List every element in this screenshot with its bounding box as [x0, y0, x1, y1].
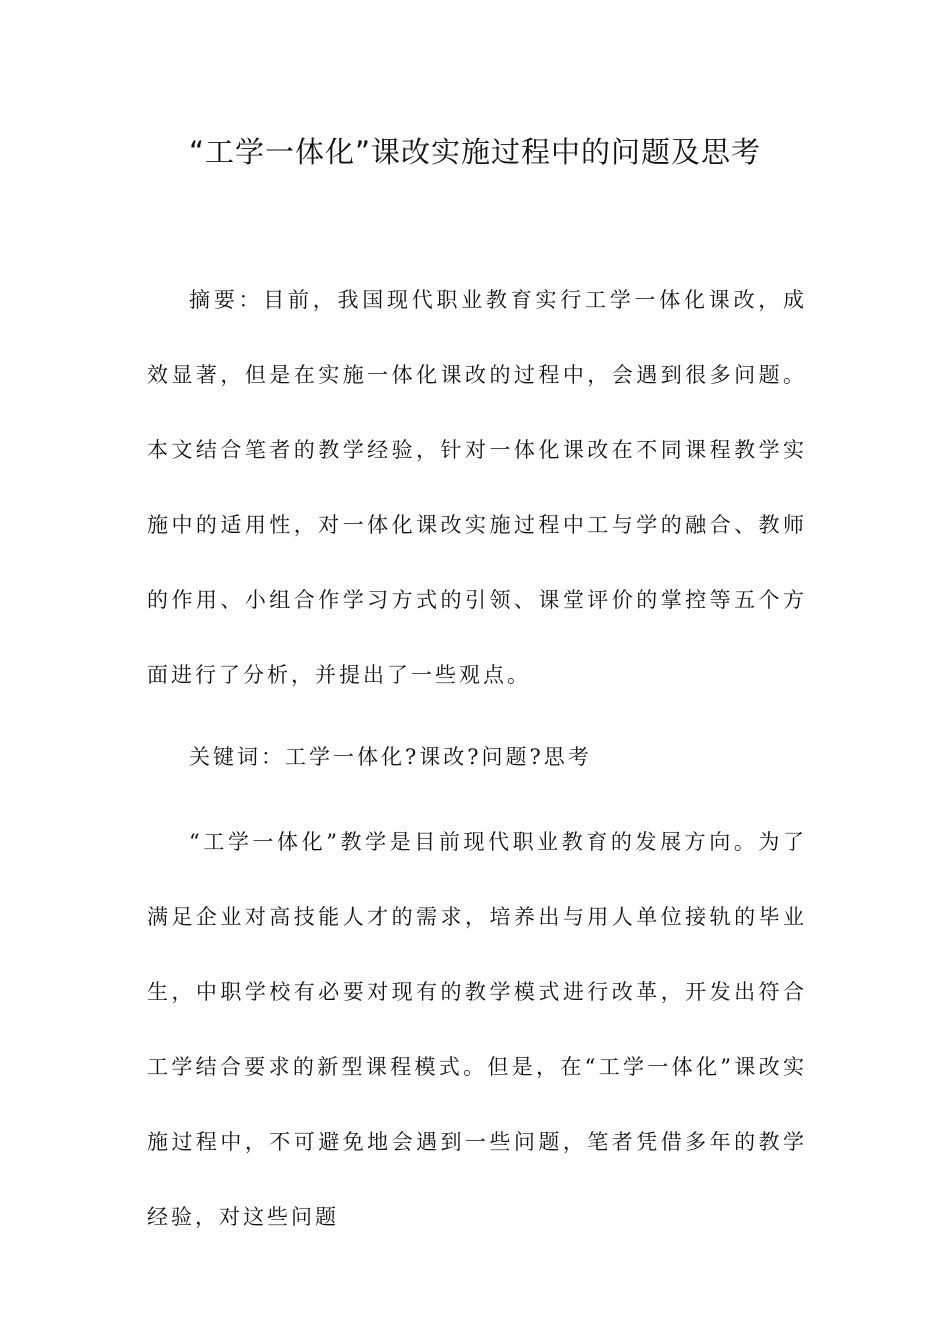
- keywords-section: [147, 720, 807, 795]
- abstract-paragraph: 摘要：目前，我国现代职业教育实行工学一体化课改，成效显著，但是在实施一体化课改的过程中，会遇到很多问题。本文结合笔者的教学经验，针对一体化课改在不同课程教学实施中的适用性，对一体化课改实施过程中工与学的融合、教师的作用、小组合作学习方式的引领、课堂评价的掌控等五个方面进行了分析，并提出了一些观点。: [147, 288, 807, 687]
- intro-paragraph: “工学一体化”教学是目前现代职业教育的发展方向。为了满足企业对高技能人才的需求，培养出与用人单位接轨的毕业生，中职学校有必要对现有的教学模式进行改革，开发出符合工学结合要求的新型课程模式。但是，在“工学一体化”课改实施过程中，不可避免地会遇到一些问题，笔者凭借多年的教学经验，对这些问题: [147, 830, 807, 1229]
- keywords-paragraph: 关键词：工学一体化?课改?问题?思考: [189, 745, 592, 769]
- abstract-section: [147, 263, 807, 713]
- document-title: “工学一体化”课改实施过程中的问题及思考: [188, 135, 762, 169]
- intro-section: [147, 805, 807, 1255]
